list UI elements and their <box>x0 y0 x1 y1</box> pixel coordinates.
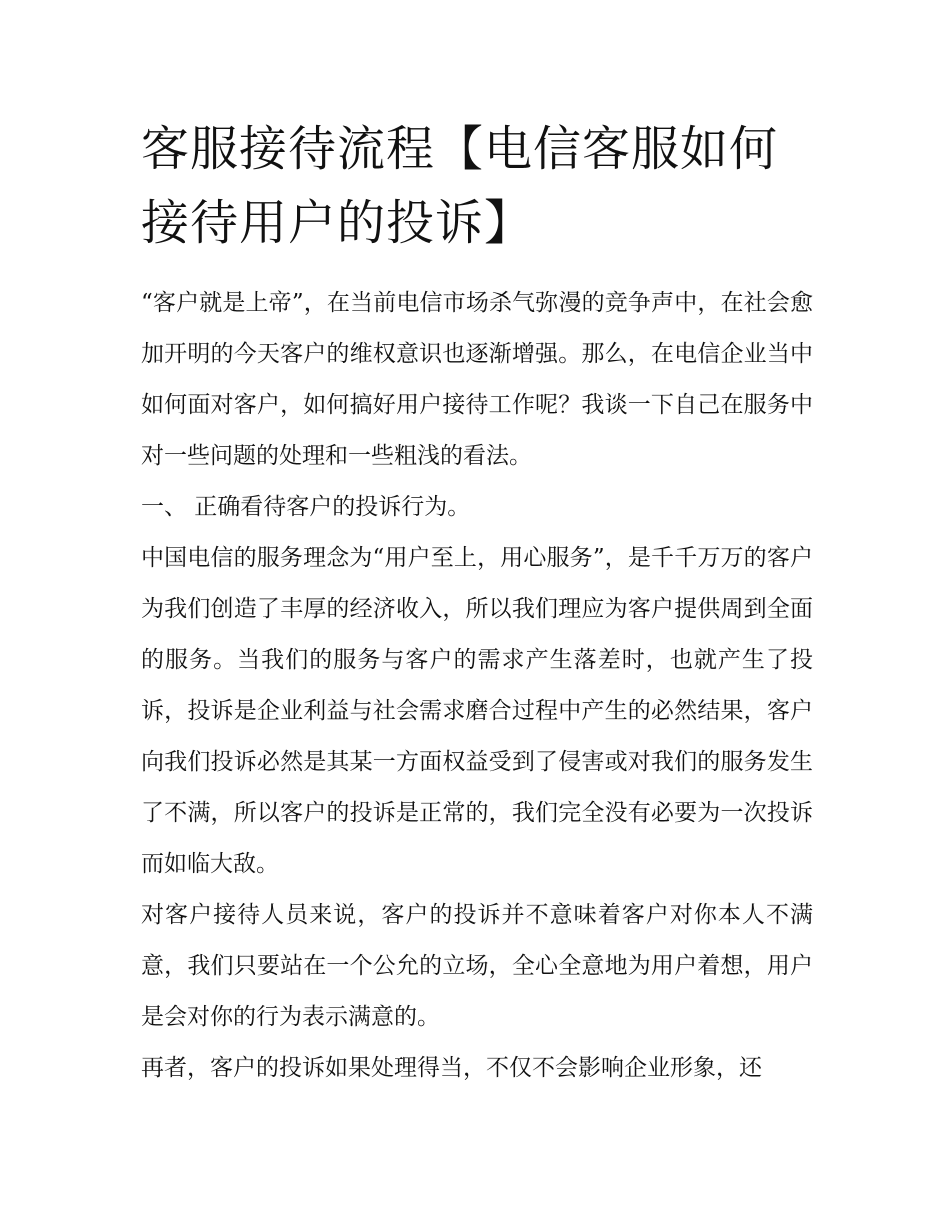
paragraph-moreover: 再者，客户的投诉如果处理得当，不仅不会影响企业形象，还 <box>141 1055 762 1081</box>
paragraph-intro: “客户就是上帝”，在当前电信市场杀气弥漫的竞争声中，在社会愈加开明的今天客户的维权意识也逐渐增强。那么，在电信企业当中如何面对客户，如何搞好用户接待工作呢？我谈一下自己在服务中对一些问题的处理和一些粗浅的看法。 <box>141 290 813 469</box>
section-heading-1: 一、 正确看待客户的投诉行为。 <box>141 494 471 520</box>
document-title: 客服接待流程【电信客服如何接待用户的投诉】 <box>141 121 779 251</box>
document-body <box>141 278 813 1094</box>
paragraph-reception-staff: 对客户接待人员来说，客户的投诉并不意味着客户对你本人不满意，我们只要站在一个公允的立场，全心全意地为用户着想，用户是会对你的行为表示满意的。 <box>141 902 813 1030</box>
document-page <box>141 112 813 1094</box>
paragraph-service-philosophy: 中国电信的服务理念为“用户至上，用心服务”，是千千万万的客户为我们创造了丰厚的经济收入，所以我们理应为客户提供周到全面的服务。当我们的服务与客户的需求产生落差时，也就产生了投诉，投诉是企业利益与社会需求磨合过程中产生的必然结果，客户向我们投诉必然是其某一方面权益受到了侵害或对我们的服务发生了不满，所以客户的投诉是正常的，我们完全没有必要为一次投诉而如临大敌。 <box>141 545 813 877</box>
